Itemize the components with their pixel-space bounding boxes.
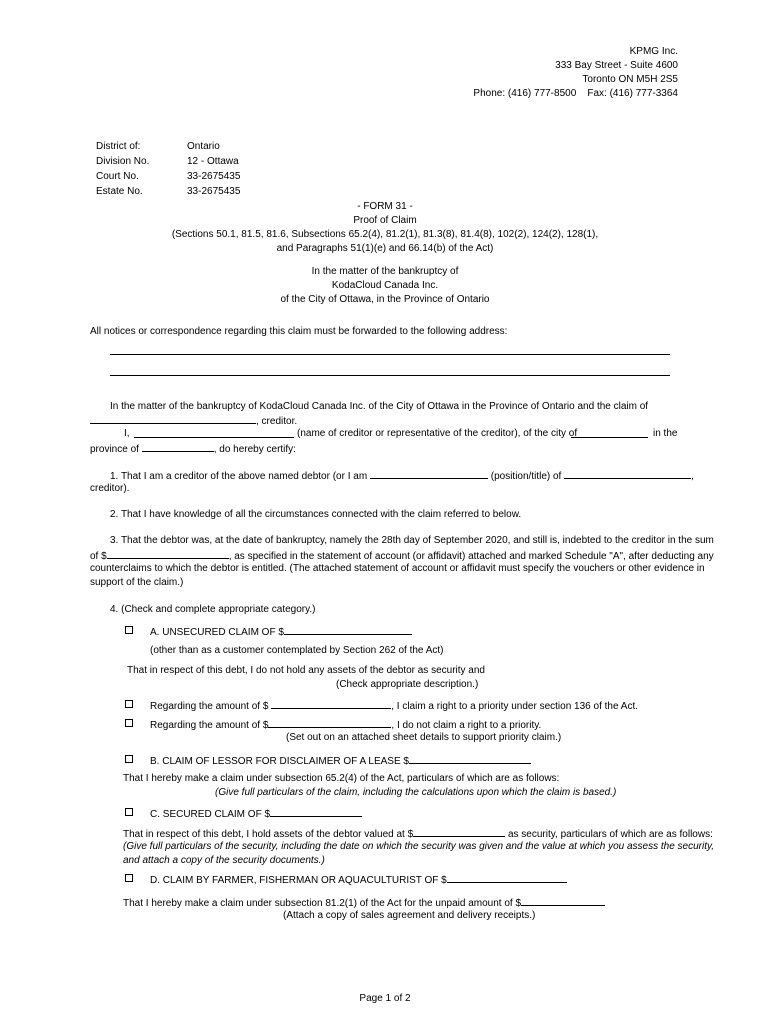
division-label: Division No. <box>96 156 150 167</box>
p1-part-a: 1. That I am a creditor of the above named debtor (or I am <box>110 471 368 482</box>
category-d-text: That I hereby make a claim under subsection 81.2(1) of the Act for the unpaid amount of $ <box>123 898 522 909</box>
category-d-checkbox[interactable] <box>125 874 133 882</box>
intro-line2 <box>90 413 297 428</box>
category-c-amount-field[interactable] <box>270 806 362 817</box>
district-value: Ontario <box>187 141 220 152</box>
estate-value: 33-2675435 <box>187 186 241 197</box>
intro-line2-suffix: , creditor. <box>256 416 298 427</box>
p1-part-b: (position/title) of <box>490 471 562 482</box>
option2-part-a: Regarding the amount of $ <box>150 720 269 731</box>
no-priority-line <box>150 717 541 732</box>
category-d-label: D. CLAIM BY FARMER, FISHERMAN OR AQUACULTURIST OF $ <box>150 875 447 886</box>
category-a-amount-field[interactable] <box>284 624 412 635</box>
p3-line2 <box>90 548 714 563</box>
category-c-text-a: That in respect of this debt, I hold assets of the debtor valued at $ <box>123 829 414 840</box>
division-value: 12 - Ottawa <box>187 156 239 167</box>
category-a-text: That in respect of this debt, I do not hold any assets of the debtor as security and <box>127 665 485 676</box>
p3-line4: support of the claim.) <box>90 577 184 588</box>
representative-name-field[interactable] <box>134 437 294 438</box>
category-a-note: (other than as a customer contemplated by Section 262 of the Act) <box>150 645 444 656</box>
form-number: - FORM 31 - <box>357 201 413 212</box>
category-d-text-line <box>123 895 605 910</box>
category-b-line <box>150 753 531 768</box>
category-b-text: That I hereby make a claim under subsection 65.2(4) of the Act, particulars of which are as follows: <box>123 773 560 784</box>
notices-text: All notices or correspondence regarding this claim must be forwarded to the following address: <box>90 326 508 337</box>
category-c-text <box>123 826 713 841</box>
security-value-field[interactable] <box>413 826 505 837</box>
province-prefix: province of <box>90 444 139 455</box>
province-suffix: , do hereby certify: <box>213 444 296 455</box>
sum-amount-field[interactable] <box>107 548 229 559</box>
set-out-note: (Set out on an attached sheet details to support priority claim.) <box>286 732 562 743</box>
p1-part-c: , <box>691 471 694 482</box>
option2-part-b: , I do not claim a right to a priority. <box>391 720 542 731</box>
p4-text: 4. (Check and complete appropriate category.) <box>110 604 316 615</box>
creditor-of-field[interactable] <box>564 468 691 479</box>
province-field[interactable] <box>142 441 214 452</box>
option1-part-b: , I claim a right to a priority under section 136 of the Act. <box>391 701 638 712</box>
province-line <box>90 441 296 456</box>
form-title: Proof of Claim <box>353 215 417 226</box>
no-priority-amount-field[interactable] <box>268 717 391 728</box>
court-value: 33-2675435 <box>187 171 241 182</box>
category-d-attach: (Attach a copy of sales agreement and delivery receipts.) <box>283 910 536 921</box>
category-c-italic2: and attach a copy of the security documents.) <box>123 855 325 866</box>
category-c-text-b: as security, particulars of which are as follows: <box>507 829 713 840</box>
no-priority-checkbox[interactable] <box>125 719 133 727</box>
priority-claim-checkbox[interactable] <box>125 700 133 708</box>
category-c-label: C. SECURED CLAIM OF $ <box>150 809 271 820</box>
company-name: KPMG Inc. <box>629 46 678 57</box>
page-number: Page 1 of 2 <box>359 993 411 1004</box>
p3-line2-b: , as specified in the statement of account (or affidavit) attached and marked Schedule "A", after deducting any <box>228 551 714 562</box>
category-a-line <box>150 624 412 639</box>
estate-label: Estate No. <box>96 186 143 197</box>
matter-line3: of the City of Ottawa, in the Province of Ontario <box>280 294 490 305</box>
court-label: Court No. <box>96 171 139 182</box>
category-d-amount-field[interactable] <box>447 872 567 883</box>
p3-line2-a: of $ <box>90 551 107 562</box>
unpaid-amount-field[interactable] <box>521 895 605 906</box>
p1-line <box>110 468 694 483</box>
option1-part-a: Regarding the amount of $ <box>150 701 269 712</box>
p2-text: 2. That I have knowledge of all the circumstances connected with the claim referred to below. <box>110 509 522 520</box>
intro-line1: In the matter of the bankruptcy of KodaCloud Canada Inc. of the City of Ottawa in the Province of Ontario and the claim of <box>110 401 649 412</box>
creditor-name-field[interactable] <box>90 413 256 424</box>
address-line-1[interactable] <box>110 354 670 355</box>
address-line-2[interactable] <box>110 375 670 376</box>
p1-creditor: creditor). <box>90 483 130 494</box>
p3-line1: 3. That the debtor was, at the date of bankruptcy, namely the 28th day of September 2020, and still is, indebted to the creditor in the sum <box>110 535 714 546</box>
position-title-field[interactable] <box>370 468 488 479</box>
category-a-check-desc: (Check appropriate description.) <box>336 679 479 690</box>
category-c-line <box>150 806 362 821</box>
district-label: District of: <box>96 141 141 152</box>
category-b-label: B. CLAIM OF LESSOR FOR DISCLAIMER OF A LEASE $ <box>150 756 409 767</box>
form-sections-line2: and Paragraphs 51(1)(e) and 66.14(b) of the Act) <box>276 243 494 254</box>
matter-line2: KodaCloud Canada Inc. <box>331 280 439 291</box>
category-a-label: A. UNSECURED CLAIM OF $ <box>150 627 284 638</box>
i-mid: (name of creditor or representative of the creditor), of the city of <box>297 428 578 439</box>
i-suffix: in the <box>653 428 678 439</box>
category-b-italic: (Give full particulars of the claim, including the calculations upon which the claim is based.) <box>215 787 617 798</box>
city-field[interactable] <box>571 437 648 438</box>
form-sections-line1: (Sections 50.1, 81.5, 81.6, Subsections 65.2(4), 81.2(1), 81.3(8), 81.4(8), 102(2), 124(2), 128(1), <box>171 229 599 240</box>
p3-line3: counterclaims to which the debtor is entitled. (The attached statement of account or affidavit must specify the vouchers or other evidence in <box>90 563 705 574</box>
i-prefix: I, <box>124 428 130 439</box>
category-b-checkbox[interactable] <box>125 755 133 763</box>
category-b-amount-field[interactable] <box>409 753 531 764</box>
matter-line1: In the matter of the bankruptcy of <box>311 266 459 277</box>
priority-claim-line <box>150 698 638 713</box>
category-c-checkbox[interactable] <box>125 808 133 816</box>
company-city: Toronto ON M5H 2S5 <box>582 74 678 85</box>
category-c-italic1: (Give full particulars of the security, including the date on which the security was given and the value at which you assess the security, <box>123 841 715 852</box>
company-street: 333 Bay Street - Suite 4600 <box>555 60 678 71</box>
category-a-checkbox[interactable] <box>125 626 133 634</box>
company-phone-fax: Phone: (416) 777-8500 Fax: (416) 777-3364 <box>473 88 678 99</box>
priority-amount-field[interactable] <box>271 698 391 709</box>
category-d-line <box>150 872 567 887</box>
